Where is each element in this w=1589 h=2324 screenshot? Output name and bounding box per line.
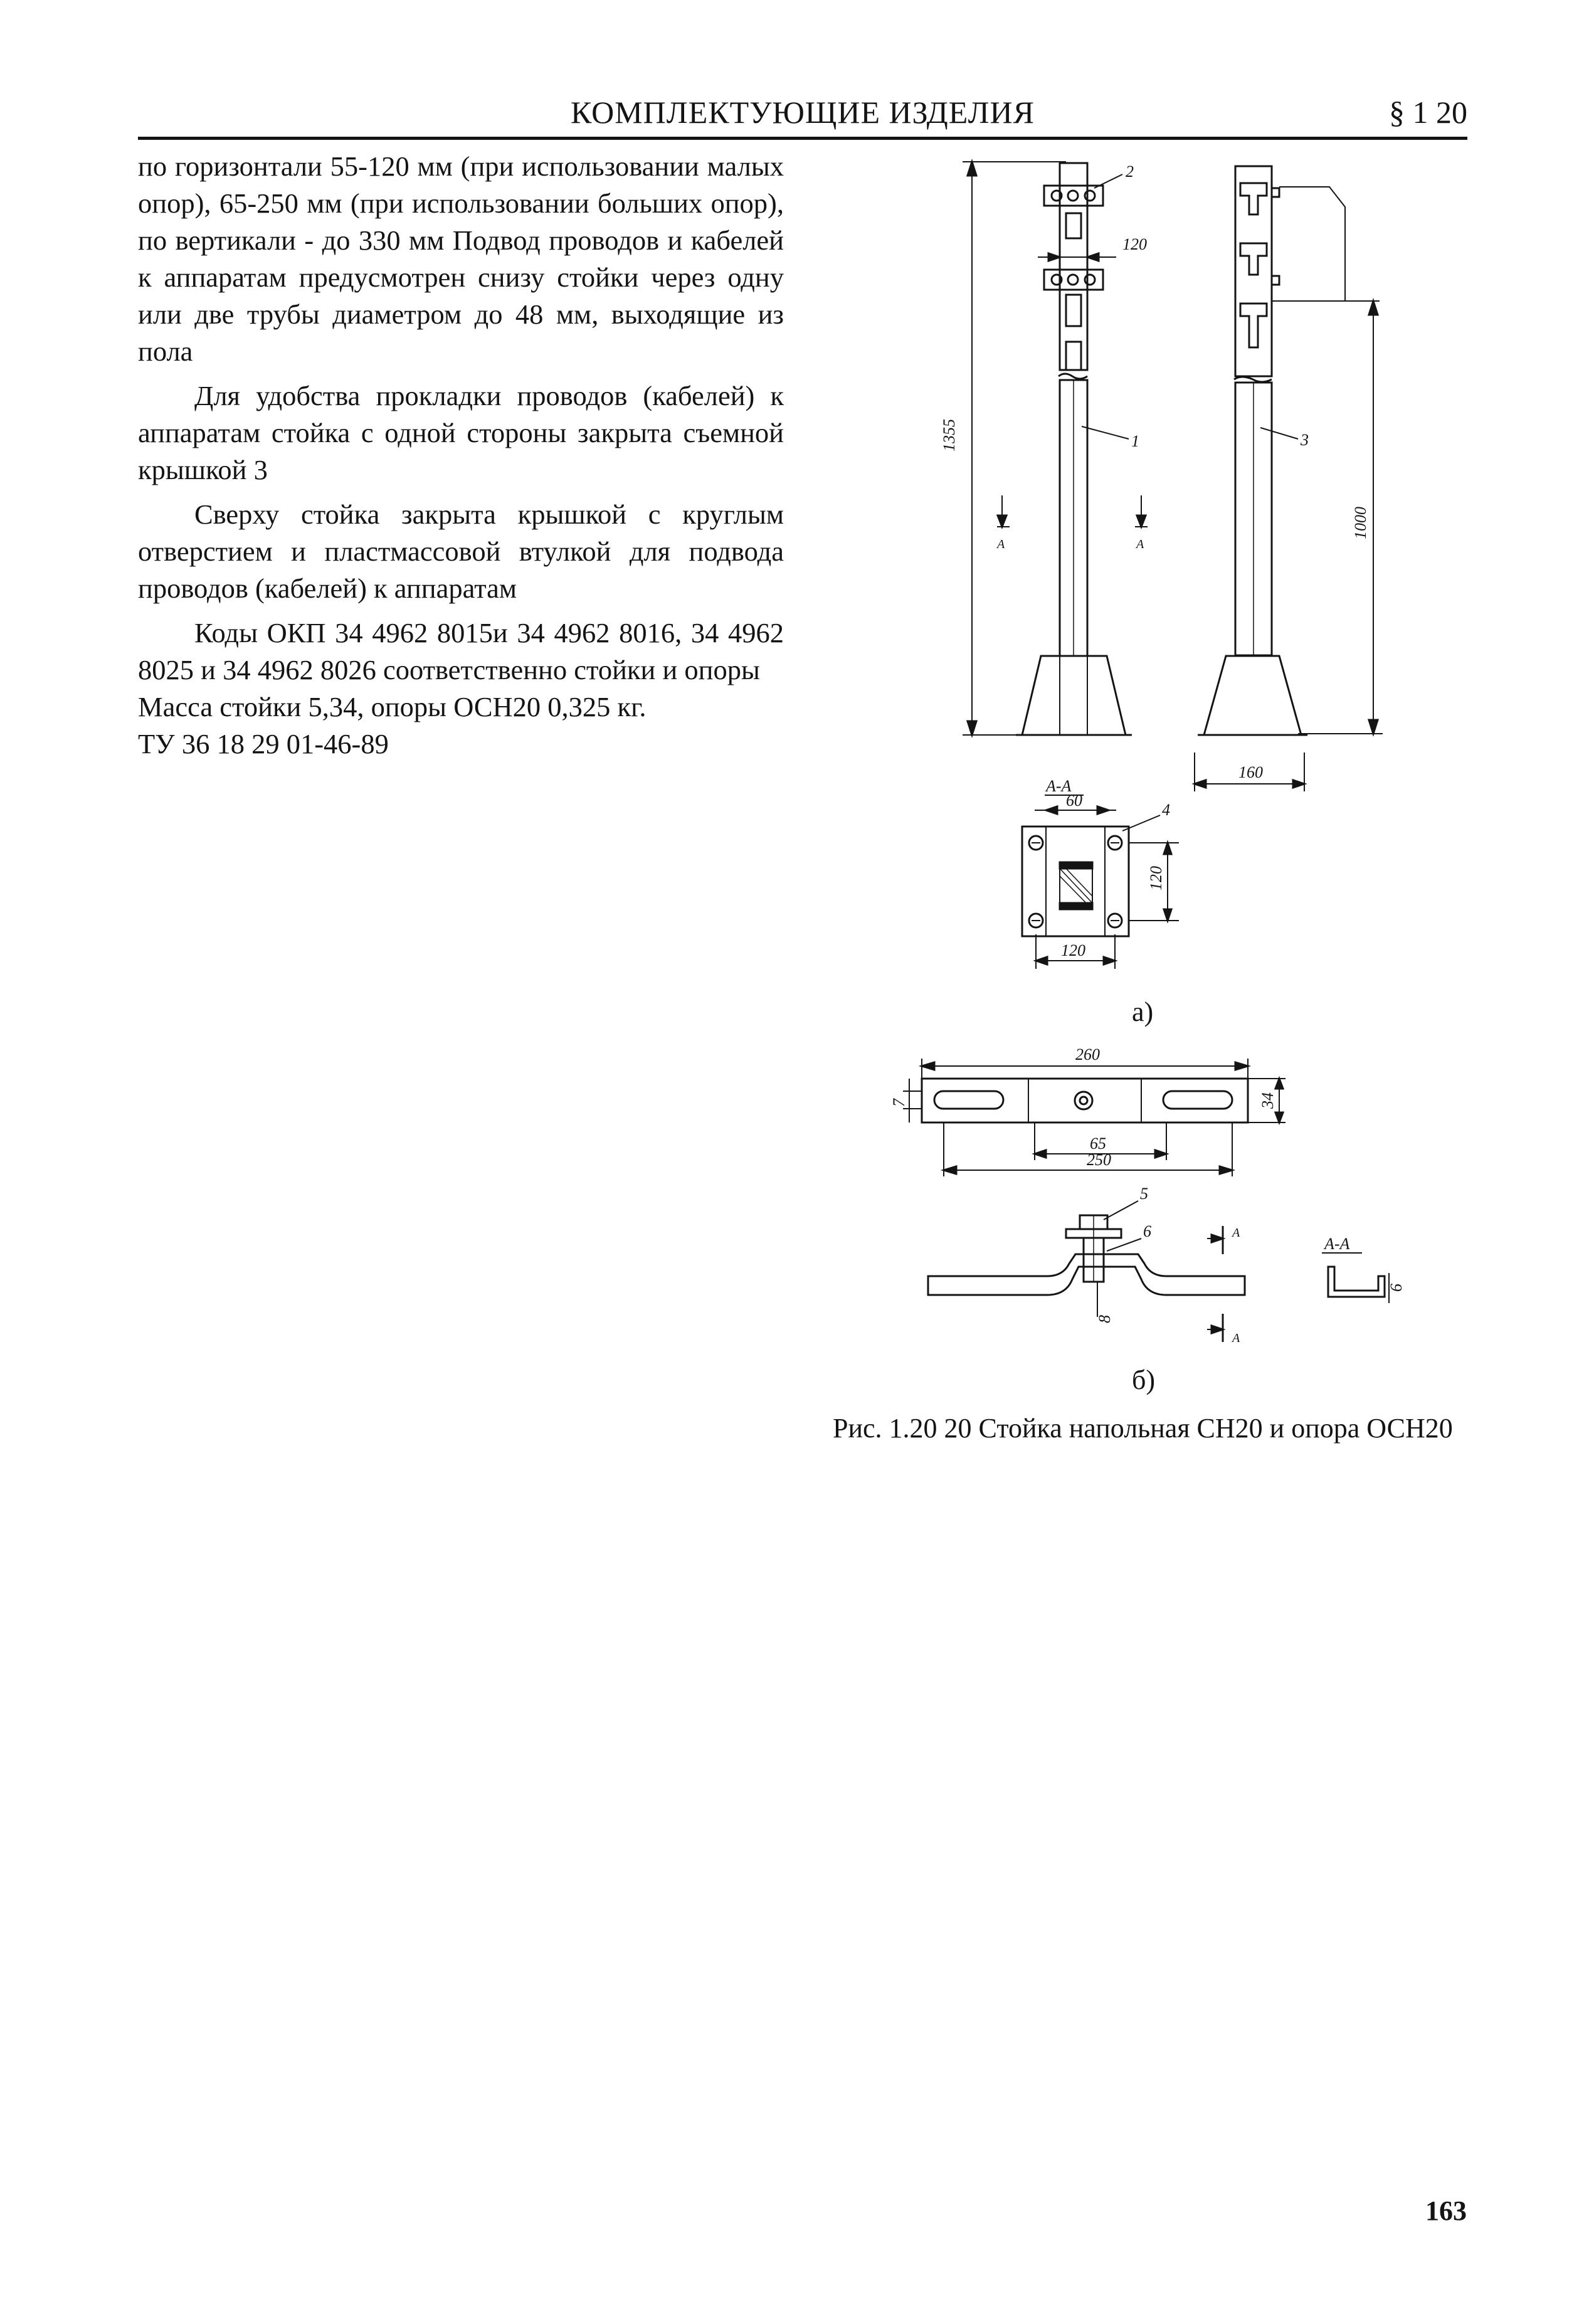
dim-120-bottom: 120 [1061,941,1085,959]
post-front-view [940,162,1148,735]
header-title: КОМПЛЕКТУЮЩИЕ ИЗДЕЛИЯ [571,95,1035,130]
callout-3: 3 [1301,431,1309,449]
figure-caption: Рис. 1.20 20 Стойка напольная СН20 и опора ОСН20 [833,1413,1453,1444]
paragraph-6: ТУ 36 18 29 01-46-89 [138,728,389,759]
section-a-a [1022,777,1179,969]
section-mark-cut-top: A [1232,1226,1240,1240]
callout-4: 4 [1162,801,1170,819]
dim-160: 160 [1238,763,1263,781]
dim-34: 34 [1259,1092,1277,1109]
section-mark-left: A [997,537,1005,551]
section-number: § 1 20 [1389,95,1467,130]
support-section-a-a [1322,1235,1405,1303]
paragraph-2: Для удобства прокладки проводов (кабелей) к аппаратам стойка с одной стороны закрыта съемной крышкой 3 [138,380,784,485]
callout-1: 1 [1131,432,1139,450]
section-a-a-label: А-А [1046,777,1072,795]
dim-1000: 1000 [1351,507,1370,539]
support-plan-view [890,1045,1285,1176]
subfigure-b-label: б) [1132,1365,1156,1395]
support-section-label: А-А [1324,1235,1350,1253]
subfigure-a-label: а) [1132,996,1154,1027]
section-mark-right: A [1136,537,1144,551]
paragraph-5: Масса стойки 5,34, опоры ОСН20 0,325 кг. [138,691,647,722]
dim-6: 6 [1387,1284,1405,1292]
paragraph-1: по горизонтали 55-120 мм (при использовании малых опор), 65-250 мм (при использовании больших опор), по вертикали - до 330 мм Подвод проводов и кабелей к аппаратам предусмотрен снизу стойки через одну или две трубы диаметром до 48 мм, выходящие из пола [138,151,784,367]
section-mark-cut-bottom: A [1232,1331,1240,1345]
dim-120-top: 120 [1122,235,1147,253]
dim-260: 260 [1075,1045,1100,1064]
post-side-view [1195,166,1383,791]
paragraph-3: Сверху стойка закрыта крышкой с круглым отверстием и пластмассовой втулкой для подвода проводов (кабелей) к аппаратам [138,499,784,604]
dim-7: 7 [890,1099,908,1107]
paragraph-4: Коды ОКП 34 4962 8015и 34 4962 8016, 34 4962 8025 и 34 4962 8026 соответственно стойки и опоры [138,617,784,685]
dim-8: 8 [1095,1315,1114,1323]
dim-1355: 1355 [940,419,958,452]
callout-5: 5 [1140,1185,1148,1203]
dim-250: 250 [1087,1151,1111,1169]
dim-60: 60 [1066,791,1082,810]
callout-6: 6 [1143,1222,1151,1240]
support-side-view [928,1185,1245,1345]
dim-120-side: 120 [1147,866,1165,890]
page-number: 163 [1425,2195,1467,2226]
dim-65: 65 [1090,1134,1106,1153]
callout-2: 2 [1126,162,1134,181]
